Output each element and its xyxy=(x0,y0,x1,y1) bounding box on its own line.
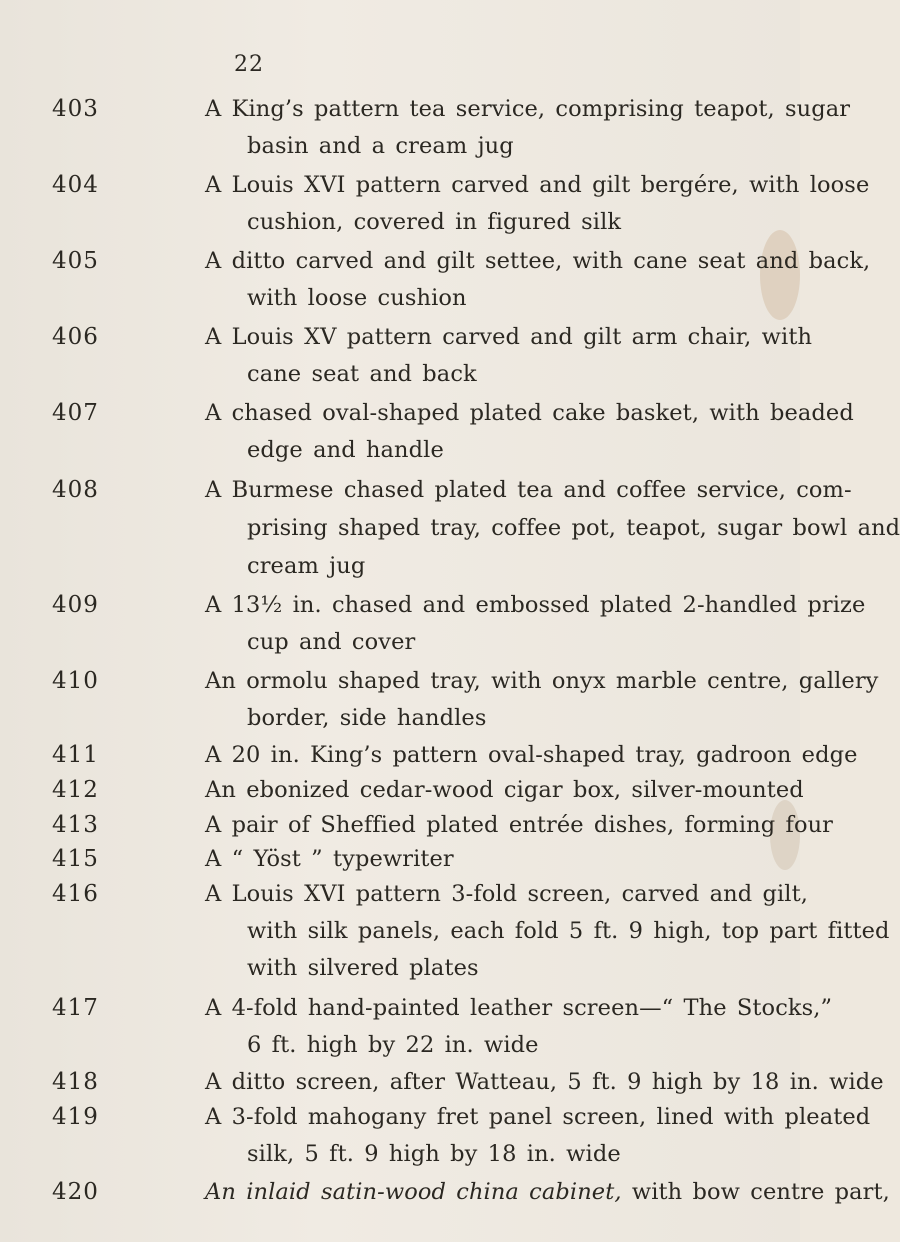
entry-line: with silk panels, each fold 5 ft. 9 high, top part fitted xyxy=(247,918,890,944)
lot-number: 409 xyxy=(52,592,99,618)
entry-line: prising shaped tray, coffee pot, teapot, sugar bowl and xyxy=(247,515,900,541)
lot-number: 420 xyxy=(52,1179,99,1205)
entry-line: A King’s pattern tea service, comprising teapot, sugar xyxy=(205,96,851,122)
lot-number: 419 xyxy=(52,1104,99,1130)
italic-prefix: An inlaid satin-wood china cabinet, xyxy=(205,1179,622,1205)
entry-line: A ditto screen, after Watteau, 5 ft. 9 high by 18 in. wide xyxy=(205,1069,884,1095)
entry-line: cushion, covered in figured silk xyxy=(247,209,622,235)
lot-number: 408 xyxy=(52,477,99,503)
page-number: 22 xyxy=(234,52,264,77)
entry-line: cup and cover xyxy=(247,629,416,655)
entry-line: silk, 5 ft. 9 high by 18 in. wide xyxy=(247,1141,621,1167)
lot-number: 418 xyxy=(52,1069,99,1095)
entry-line: A Burmese chased plated tea and coffee service, com- xyxy=(205,477,852,503)
entry-line: An ormolu shaped tray, with onyx marble centre, gallery xyxy=(205,668,879,694)
entry-line: edge and handle xyxy=(247,437,444,463)
entry-line: border, side handles xyxy=(247,705,487,731)
entry-line: An ebonized cedar-wood cigar box, silver-mounted xyxy=(205,777,804,803)
lot-number: 403 xyxy=(52,96,99,122)
entry-line: with loose cushion xyxy=(247,285,467,311)
entry-line: A Louis XVI pattern 3-fold screen, carved and gilt, xyxy=(205,881,808,907)
lot-number: 417 xyxy=(52,995,99,1021)
entry-line: A pair of Sheffied plated entrée dishes, forming four xyxy=(205,812,834,838)
entry-line: A “ Yöst ” typewriter xyxy=(205,846,454,872)
entry-line: A chased oval-shaped plated cake basket, with beaded xyxy=(205,400,854,426)
entry-line-rest: with bow centre part, xyxy=(621,1179,890,1205)
entry-line: cane seat and back xyxy=(247,361,477,387)
entry-line: cream jug xyxy=(247,553,366,579)
entry-line: with silvered plates xyxy=(247,955,479,981)
lot-number: 415 xyxy=(52,846,99,872)
entry-line xyxy=(205,1179,890,1205)
lot-number: 405 xyxy=(52,248,99,274)
lot-number: 404 xyxy=(52,172,99,198)
lot-number: 407 xyxy=(52,400,99,426)
entry-line: A ditto carved and gilt settee, with cane seat and back, xyxy=(205,248,871,274)
entry-line: basin and a cream jug xyxy=(247,133,514,159)
lot-number: 413 xyxy=(52,812,99,838)
entry-line: 6 ft. high by 22 in. wide xyxy=(247,1032,539,1058)
entry-line: A 20 in. King’s pattern oval-shaped tray, gadroon edge xyxy=(205,742,858,768)
paper-stain xyxy=(760,230,800,320)
lot-number: 412 xyxy=(52,777,99,803)
entry-line: A 3-fold mahogany fret panel screen, lined with pleated xyxy=(205,1104,871,1130)
lot-number: 416 xyxy=(52,881,99,907)
entry-line: A 4-fold hand-painted leather screen—“ The Stocks,” xyxy=(205,995,833,1021)
lot-number: 411 xyxy=(52,742,99,768)
entry-line: A Louis XVI pattern carved and gilt bergére, with loose xyxy=(205,172,870,198)
lot-number: 406 xyxy=(52,324,99,350)
entry-line: A 13½ in. chased and embossed plated 2-handled prize xyxy=(205,592,866,618)
lot-number: 410 xyxy=(52,668,99,694)
entry-line: A Louis XV pattern carved and gilt arm chair, with xyxy=(205,324,813,350)
